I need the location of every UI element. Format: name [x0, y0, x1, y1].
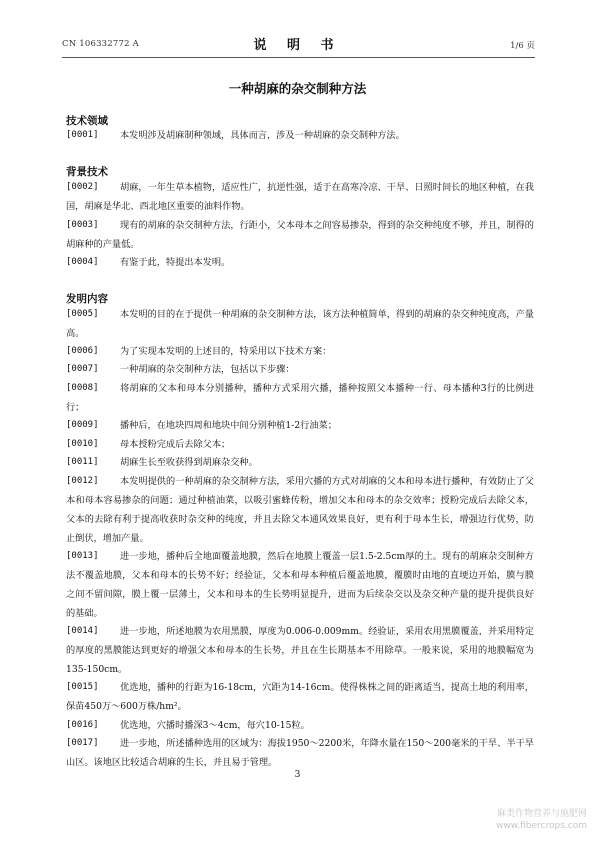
paragraph	[66, 253, 534, 272]
paragraph-number: [0017]	[66, 738, 99, 748]
section-heading-technical-field: 技术领域	[66, 115, 108, 127]
paragraph	[66, 360, 534, 379]
paragraph-text: 胡麻，一年生草本植物，适应性广，抗逆性强，适于在高寒冷凉、干旱、日照时间长的地区种植，在我国，胡麻是华北、西北地区重要的油料作物。	[66, 182, 534, 212]
paragraph-text: 进一步地，播种后全地面覆盖地膜，然后在地膜上覆盖一层1.5-2.5cm厚的土。现有的胡麻杂交制种方法不覆盖地膜，父本和母本的长势不好；经验证，父本和母本种植后覆盖地膜，覆膜时由地的直埂边开始，膜与膜之间不留间隙，膜上覆一层薄土，父本和母本的生长势明显提升，进而为后续杂交以及杂交种产量的提升提供良好的基础。	[66, 551, 534, 619]
paragraph	[66, 472, 534, 548]
document-title: 一种胡麻的杂交制种方法	[228, 81, 367, 96]
paragraph-number: [0013]	[66, 551, 99, 561]
paragraph-text: 将胡麻的父本和母本分别播种，播种方式采用穴播，播种按照父本播种一行、母本播种3行的比例进行；	[66, 383, 534, 413]
paragraph-number: [0004]	[66, 257, 99, 267]
document-type-label: 说 明 书	[253, 38, 342, 53]
paragraph-text: 本发明涉及胡麻制种领域，具体而言，涉及一种胡麻的杂交制种方法。	[120, 130, 405, 141]
paragraph	[66, 547, 534, 623]
paragraph-text: 有鉴于此，特提出本发明。	[120, 257, 231, 268]
paragraph-text: 母本授粉完成后去除父本；	[120, 439, 231, 450]
page-number: 3	[294, 770, 301, 780]
watermark-site-name: 麻类作物营养与施肥网	[496, 809, 587, 819]
paragraph-number: [0010]	[66, 439, 99, 449]
paragraph-text: 进一步地，所述播种选用的区域为：海拔1950～2200米，年降水量在150～200毫米的干旱、半干旱山区。该地区比较适合胡麻的生长，并且易于管理。	[66, 738, 534, 768]
section-heading-summary: 发明内容	[66, 293, 108, 305]
section-heading-background: 背景技术	[66, 166, 108, 178]
paragraph-number: [0007]	[66, 364, 99, 374]
paragraph-text: 为了实现本发明的上述目的，特采用以下技术方案：	[120, 346, 332, 357]
paragraph-number: [0016]	[66, 720, 99, 730]
paragraph-number: [0009]	[66, 420, 99, 430]
paragraph-number: [0002]	[66, 182, 99, 192]
paragraph	[66, 126, 534, 145]
paragraph-text: 播种后，在地块四周和地块中间分别种植1-2行油菜；	[120, 420, 337, 431]
paragraph-number: [0001]	[66, 130, 99, 140]
paragraph-number: [0006]	[66, 346, 99, 356]
watermark-url: www.fibercrops.com	[496, 821, 587, 831]
paragraph-text: 胡麻生长至收获得到胡麻杂交种。	[120, 457, 258, 468]
paragraph-text: 优选地，穴播时播深3～4cm，每穴10-15粒。	[120, 720, 310, 731]
paragraph	[66, 622, 534, 679]
site-watermark	[496, 808, 587, 832]
paragraph-number: [0015]	[66, 682, 99, 692]
paragraph	[66, 342, 534, 361]
paragraph-number: [0003]	[66, 220, 99, 230]
paragraph	[66, 734, 534, 772]
paragraph	[66, 678, 534, 716]
paragraph-number: [0011]	[66, 457, 99, 467]
paragraph	[66, 453, 534, 472]
paragraph	[66, 435, 534, 454]
paragraph-text: 一种胡麻的杂交制种方法，包括以下步骤：	[120, 364, 295, 375]
paragraph-text: 现有的胡麻的杂交制种方法，行距小，父本母本之间容易掺杂，得到的杂交种纯度不够，并且，制得的胡麻种的产量低。	[66, 220, 534, 250]
publication-number: CN 106332772 A	[62, 39, 139, 49]
paragraph-text: 本发明提供的一种胡麻的杂交制种方法，采用穴播的方式对胡麻的父本和母本进行播种，有效防止了父本和母本容易掺杂的问题；通过种植油菜，以吸引蜜蜂传粉，增加父本和母本的杂交效率；授粉完成后去除父本，父本的去除有利于提高收获时杂交种的纯度，并且去除父本通风效果良好，更有利于母本生长，增强边行优势，防止倒伏，增加产量。	[66, 476, 534, 544]
paragraph	[66, 216, 534, 254]
paragraph-text: 本发明的目的在于提供一种胡麻的杂交制种方法，该方法种植简单，得到的胡麻的杂交种纯度高，产量高。	[66, 309, 534, 339]
paragraph	[66, 305, 534, 343]
paragraph-text: 进一步地，所述地膜为农用黑膜，厚度为0.006-0.009mm。经验证，采用农用黑膜覆盖，并采用特定的厚度的黑膜能达到更好的增强父本和母本的生长势，并且在生长期基本不用除草。一般来说，采用的地膜幅宽为135-150cm。	[66, 626, 534, 675]
paragraph-text: 优选地，播种的行距为16-18cm，穴距为14-16cm。使得株株之间的距离适当，提高土地的利用率，保苗450万～600万株/hm²。	[66, 682, 534, 712]
paragraph-number: [0005]	[66, 309, 99, 319]
paragraph	[66, 379, 534, 417]
paragraph-number: [0008]	[66, 383, 99, 393]
paragraph-number: [0014]	[66, 626, 99, 636]
page-indicator: 1/6 页	[510, 41, 535, 51]
paragraph	[66, 416, 534, 435]
paragraph-number: [0012]	[66, 476, 99, 486]
header-divider	[62, 57, 535, 58]
paragraph	[66, 178, 534, 216]
paragraph	[66, 716, 534, 735]
